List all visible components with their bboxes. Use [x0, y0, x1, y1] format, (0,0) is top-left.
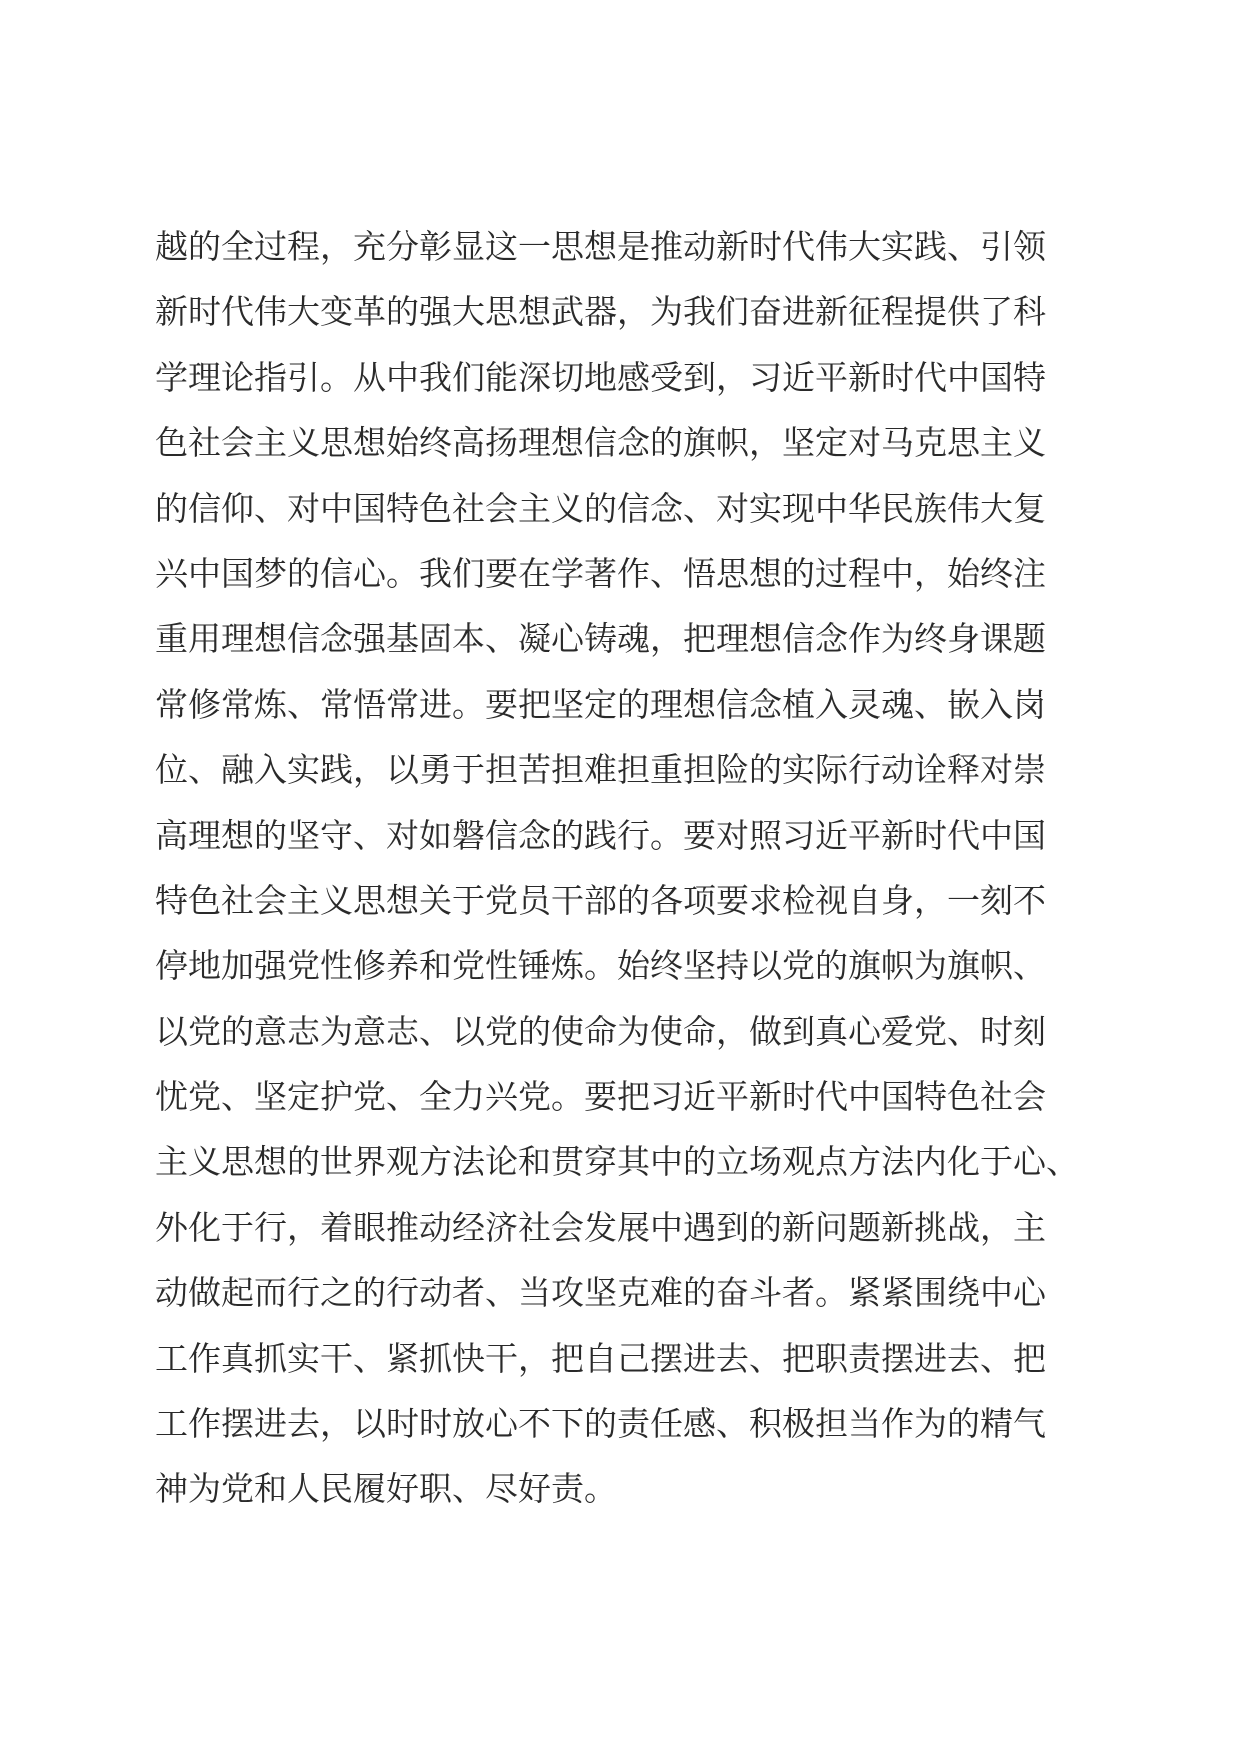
- text-line: 学理论指引。从中我们能深切地感受到，习近平新时代中国特: [155, 357, 1046, 397]
- text-line: 神为党和人民履好职、尽好责。: [155, 1469, 617, 1509]
- text-line: 特色社会主义思想关于党员干部的各项要求检视自身，一刻不: [155, 880, 1046, 920]
- text-line: 工作真抓实干、紧抓快干，把自己摆进去、把职责摆进去、把: [155, 1338, 1046, 1378]
- text-line: 外化于行，着眼推动经济社会发展中遇到的新问题新挑战，主: [155, 1207, 1046, 1247]
- text-line: 停地加强党性修养和党性锤炼。始终坚持以党的旗帜为旗帜、: [155, 946, 1046, 986]
- text-line: 忧党、坚定护党、全力兴党。要把习近平新时代中国特色社会: [155, 1077, 1046, 1117]
- text-line: 主义思想的世界观方法论和贯穿其中的立场观点方法内化于心、: [155, 1142, 1079, 1182]
- text-line: 位、融入实践，以勇于担苦担难担重担险的实际行动诠释对崇: [155, 750, 1046, 790]
- text-line: 重用理想信念强基固本、凝心铸魂，把理想信念作为终身课题: [155, 619, 1046, 659]
- text-line: 常修常炼、常悟常进。要把坚定的理想信念植入灵魂、嵌入岗: [155, 684, 1046, 724]
- text-line: 色社会主义思想始终高扬理想信念的旗帜，坚定对马克思主义: [155, 423, 1046, 463]
- text-line: 高理想的坚守、对如磐信念的践行。要对照习近平新时代中国: [155, 815, 1046, 855]
- text-line: 兴中国梦的信心。我们要在学著作、悟思想的过程中，始终注: [155, 553, 1046, 593]
- text-line: 越的全过程，充分彰显这一思想是推动新时代伟大实践、引领: [155, 227, 1046, 266]
- text-line: 以党的意志为意志、以党的使命为使命，做到真心爱党、时刻: [155, 1011, 1046, 1051]
- body-paragraph: [155, 214, 1085, 1522]
- text-line: 新时代伟大变革的强大思想武器，为我们奋进新征程提供了科: [155, 292, 1046, 332]
- text-line: 工作摆进去，以时时放心不下的责任感、积极担当作为的精气: [155, 1404, 1046, 1444]
- text-line: 的信仰、对中国特色社会主义的信念、对实现中华民族伟大复: [155, 488, 1046, 528]
- text-line: 动做起而行之的行动者、当攻坚克难的奋斗者。紧紧围绕中心: [155, 1273, 1046, 1313]
